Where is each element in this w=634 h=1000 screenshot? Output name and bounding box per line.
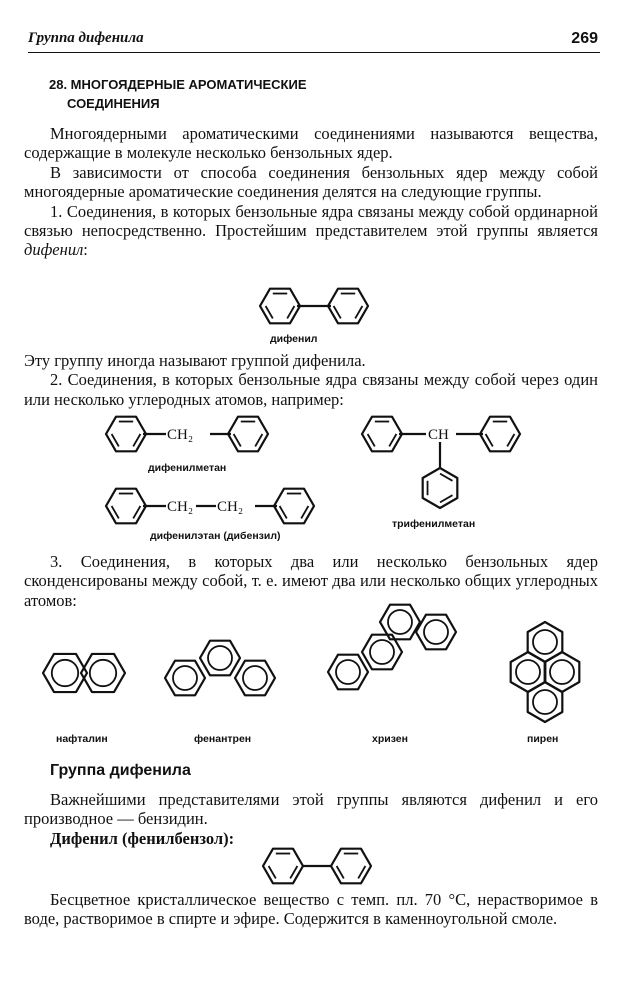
benzene-ring bbox=[165, 661, 205, 696]
aromatic-circle bbox=[52, 660, 78, 686]
diphenylmethane-caption: дифенилметан bbox=[148, 462, 227, 474]
aromatic-circle bbox=[533, 690, 557, 714]
aromatic-circle bbox=[550, 660, 574, 684]
biphenyl-caption: дифенил bbox=[270, 333, 318, 345]
biphenyl-structure bbox=[260, 289, 368, 324]
aromatic-circle bbox=[90, 660, 116, 686]
aromatic-circle bbox=[533, 630, 557, 654]
naphthalene-structure bbox=[43, 654, 125, 692]
benzene-ring bbox=[235, 661, 275, 696]
benzene-ring bbox=[274, 489, 314, 524]
phenanthrene-caption: фенантрен bbox=[194, 733, 252, 745]
benzene-ring bbox=[362, 417, 402, 452]
aromatic-circle bbox=[336, 660, 360, 684]
benzene-ring bbox=[106, 417, 146, 452]
paragraph-group-3: 3. Соединения, в которых два или несколько бензольных ядер сконденсированы между собой, т. е. имеют два или несколько общих углеродных атомов: bbox=[24, 552, 598, 610]
running-title: Группа дифенила bbox=[28, 30, 144, 46]
benzene-ring bbox=[480, 417, 520, 452]
chrysene-caption: хризен bbox=[372, 733, 408, 745]
ch2-label: CH₂ bbox=[167, 499, 194, 515]
aromatic-circle bbox=[208, 646, 232, 670]
pyrene-caption: пирен bbox=[527, 733, 559, 745]
aromatic-circle bbox=[388, 610, 412, 634]
paragraph-classification: В зависимости от способа соединения бензольных ядер между собой многоядерные ароматические соединения делятся на следующие группы. bbox=[24, 162, 598, 202]
benzene-ring bbox=[528, 682, 563, 722]
benzene-ring bbox=[416, 615, 456, 650]
biphenyl-term: дифенил bbox=[24, 240, 84, 260]
dibenzyl-caption: дифенилэтан (дибензил) bbox=[150, 530, 281, 542]
paragraph-representatives: Важнейшими представителями этой группы являются дифенил и его производное — бензидин. bbox=[24, 790, 598, 829]
subsection-title: Группа дифенила bbox=[50, 762, 191, 779]
benzene-ring bbox=[423, 468, 458, 508]
paragraph-group-name: Эту группу иногда называют группой дифенила. bbox=[24, 351, 366, 370]
ch-label: CH bbox=[428, 427, 449, 443]
aromatic-circle bbox=[516, 660, 540, 684]
group-1-text: 1. Соединения, в которых бензольные ядра связаны между собой ординарной связью непосредственно. Простейшим представителем этой группы является bbox=[24, 201, 598, 241]
diphenylmethane-structure bbox=[106, 417, 268, 452]
phenanthrene-structure bbox=[165, 641, 275, 696]
naphthalene-caption: нафталин bbox=[56, 733, 108, 745]
benzene-ring bbox=[106, 489, 146, 524]
group-1-colon: : bbox=[83, 240, 88, 260]
benzene-ring bbox=[200, 641, 240, 676]
section-title-line-1: 28. МНОГОЯДЕРНЫЕ АРОМАТИЧЕСКИЕ bbox=[49, 77, 307, 92]
pyrene-structure bbox=[511, 622, 580, 722]
page-number: 269 bbox=[571, 30, 598, 47]
ch2-label: CH₂ bbox=[217, 499, 244, 515]
paragraph-definition: Многоядерными ароматическими соединениями называются вещества, содержащие в молекуле несколько бензольных ядер. bbox=[24, 124, 598, 163]
section-title-line-2: СОЕДИНЕНИЯ bbox=[67, 96, 160, 111]
aromatic-circle bbox=[243, 666, 267, 690]
triphenylmethane-caption: трифенилметан bbox=[392, 518, 476, 530]
aromatic-circle bbox=[424, 620, 448, 644]
benzene-ring bbox=[228, 417, 268, 452]
dibenzyl-structure bbox=[106, 489, 314, 524]
paragraph-group-2: 2. Соединения, в которых бензольные ядра связаны между собой через один или несколько углеродных атомов, например: bbox=[24, 370, 598, 409]
aromatic-circle bbox=[370, 640, 394, 664]
paragraph-properties: Бесцветное кристаллическое вещество с темп. пл. 70 °С, нерастворимое в воде, растворимое в спирте и эфире. Содержится в каменноугольной смоле. bbox=[24, 890, 598, 929]
benzene-ring bbox=[260, 289, 300, 324]
benzene-ring bbox=[328, 289, 368, 324]
benzene-ring bbox=[380, 605, 420, 640]
biphenyl-label: Дифенил (фенилбензол): bbox=[50, 828, 235, 848]
triphenylmethane-structure bbox=[362, 417, 520, 508]
aromatic-circle bbox=[173, 666, 197, 690]
chrysene-structure bbox=[328, 605, 456, 690]
benzene-ring bbox=[328, 655, 368, 690]
biphenyl-structure-2 bbox=[263, 849, 371, 884]
ch2-label: CH₂ bbox=[167, 427, 194, 443]
